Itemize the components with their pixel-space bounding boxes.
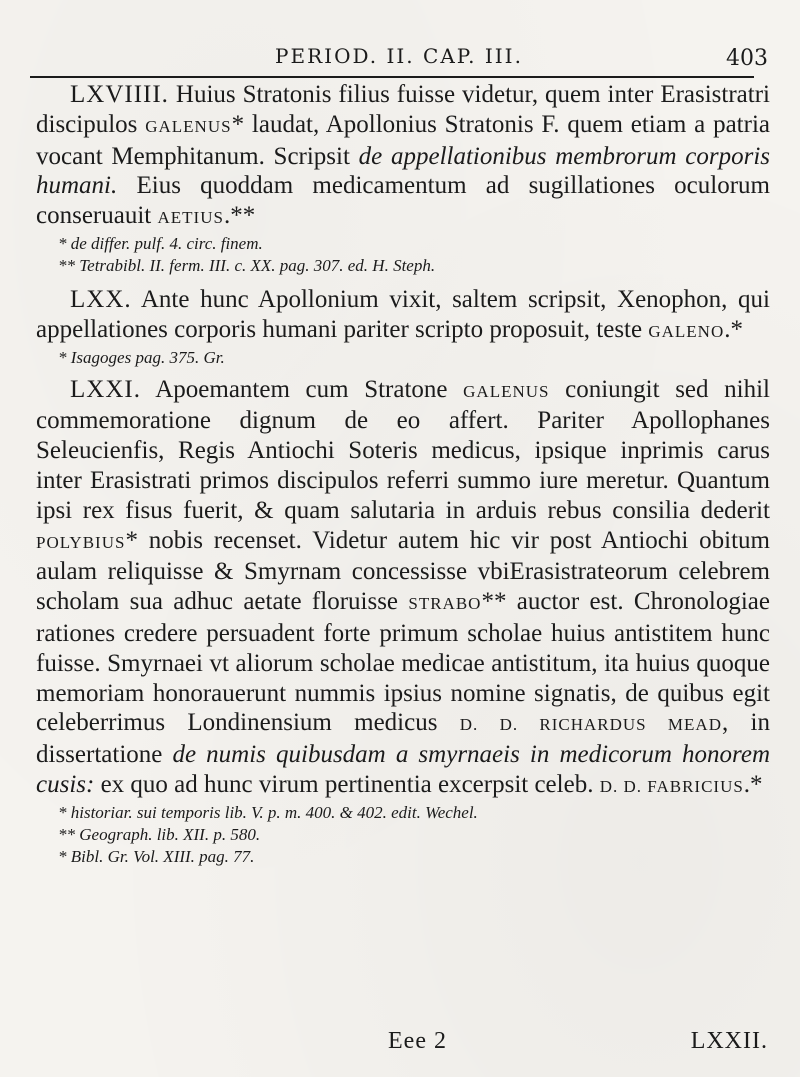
text-run: Eius quoddam medicamentum ad sugillationes oculorum conseruauit [36, 172, 770, 230]
text-run: .** [223, 202, 256, 230]
footnote: ** Geograph. lib. XII. p. 580. [58, 824, 261, 844]
text-run: .* [743, 770, 763, 798]
page-body [36, 80, 770, 868]
author-name: POLYBIUS [36, 532, 126, 552]
author-name: GALENUS [145, 116, 232, 136]
text-run: , in dissertatione [36, 709, 770, 769]
footnote: * historiar. sui temporis lib. V. p. m. 400. & 402. edit. Wechel. [58, 802, 478, 822]
author-name: AETIUS [157, 208, 224, 228]
text-run: .* [724, 315, 743, 343]
author-name: GALENUS [463, 381, 550, 401]
author-name: D. D. RICHARDUS MEAD [459, 715, 722, 735]
footnote: * Bibl. Gr. Vol. XIII. pag. 77. [58, 846, 255, 866]
text-run: Apoemantem cum Stratone [140, 375, 464, 403]
page-header [30, 40, 768, 80]
section-number: LXVIIII. [70, 81, 169, 108]
running-head: PERIOD. II. CAP. III. [275, 44, 523, 68]
page-number: 403 [726, 46, 768, 71]
paragraph-lxviiii [36, 80, 770, 233]
work-title: de appellationibus membrorum corporis humani. [36, 142, 770, 200]
page-footer [36, 1022, 768, 1062]
paragraph-lxx [36, 285, 770, 347]
footnote: * Isagoges pag. 375. Gr. [58, 347, 225, 367]
footnote: ** Tetrabibl. II. ferm. III. c. XX. pag. 307. ed. H. Steph. [58, 255, 436, 275]
author-name: GALENO [648, 321, 725, 341]
text-run: * laudat, Apollonius Stratonis F. quem etiam a patria vocant Memphitanum. Scripsit [36, 110, 770, 170]
header-rule [30, 76, 754, 78]
paragraph-lxxi [36, 375, 770, 802]
text-run: ** auctor est. Chronologiae rationes credere persuadent forte primum scholae huius antistitem hunc fuisse. Smyrnaei vt aliorum scholae medicae antistitum, ita huius quoque memoriam honorauerunt nummis ipsius nomine signatis, de quibus egit celeberrimus Londinensium medicus [36, 588, 770, 737]
author-name: STRABO [408, 594, 482, 614]
work-title: de numis quibusdam a smyrnaeis in medicorum honorem cusis: [36, 741, 770, 798]
author-name: D. D. FABRICIUS [599, 776, 744, 796]
section-number: LXX. [70, 285, 132, 313]
text-run: coniungit sed nihil commemoratione dignum de eo affert. Pariter Apollophanes Seleucienfis, Regis Antiochi Soteris medicus, ipsique inprimis carus inter Erasistrati primos discipulos referri summo iure meretur. Quantum ipsi rex fisus fuerit, & quam salutaria in arduis rebus consilia dederit [36, 375, 770, 524]
text-run: Huius Stratonis filius fuisse videtur, quem inter Erasistratri discipulos [36, 81, 770, 138]
catchword: LXXII. [690, 1028, 768, 1054]
footnote: * de differ. pulf. 4. circ. finem. [58, 233, 263, 253]
spacer [36, 277, 770, 285]
section-number: LXXI. [70, 375, 141, 403]
text-run: * nobis recenset. Videtur autem hic vir post Antiochi obitum aulam reliquisse & Smyrnam concessisse vbiErasistrateorum celebrem scholam sua adhuc aetate floruisse [36, 526, 770, 616]
signature-mark: Eee 2 [388, 1028, 447, 1054]
text-run: Ante hunc Apollonium vixit, saltem scripsit, Xenophon, qui appellationes corporis humani pariter scripto proposuit, teste [36, 285, 770, 343]
text-run: ex quo ad hunc virum pertinentia excerpsit celeb. [94, 770, 600, 798]
